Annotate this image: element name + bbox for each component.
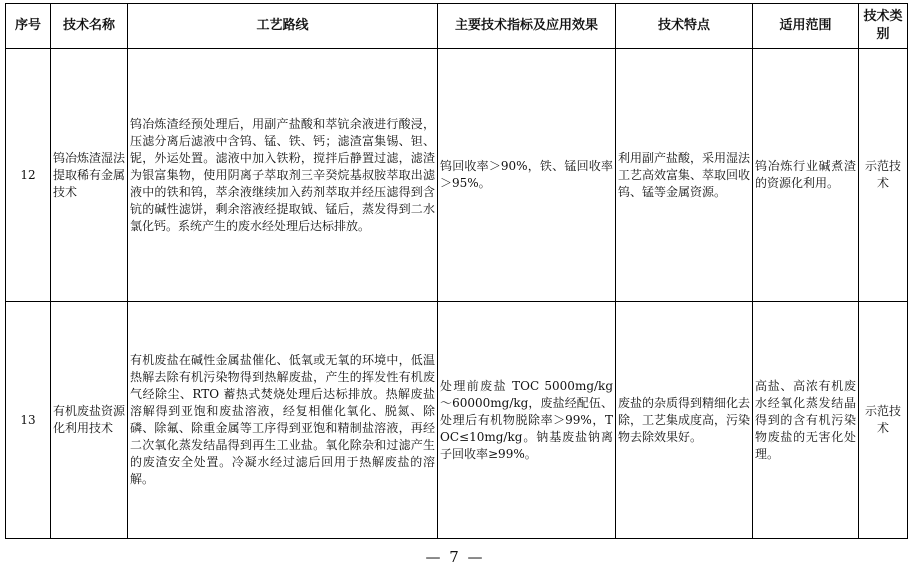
cell-name: 钨冶炼渣湿法提取稀有金属技术 [51,49,128,302]
header-indicators: 主要技术指标及应用效果 [438,4,616,49]
cell-scope: 钨冶炼行业碱煮渣的资源化利用。 [753,49,859,302]
cell-indicators: 处理前废盐 TOC 5000mg/kg～60000mg/kg，废盐经配伍、处理后有机物脱除率＞99%，TOC≤10mg/kg。钠基废盐钠离子回收率≥99%。 [438,302,616,539]
header-no: 序号 [6,4,51,49]
cell-name: 有机废盐资源化利用技术 [51,302,128,539]
table-row [6,302,908,539]
cell-process: 钨冶炼渣经预处理后，用副产盐酸和萃钪余液进行酸浸，压滤分离后滤液中含钨、锰、铁、钙；滤渣富集锡、钽、铌，外运处置。滤液中加入铁粉，搅拌后静置过滤，滤渣为银富集物，使用阴离子萃取剂三辛癸烷基叔胺萃取出滤液中的铁和钨，萃余液继续加入药剂萃取并经压滤得到含钪的碱性滤饼，剩余溶液经提取钺、锰后，蒸发得到二水氯化钙。系统产生的废水经处理后达标排放。 [128,49,438,302]
cell-no: 13 [6,302,51,539]
cell-category: 示范技术 [859,302,908,539]
cell-features: 利用副产盐酸，采用湿法工艺高效富集、萃取回收钨、锰等金属资源。 [616,49,753,302]
table-row [6,49,908,302]
header-scope: 适用范围 [753,4,859,49]
header-category: 技术类别 [859,4,908,49]
cell-features: 废盐的杂质得到精细化去除，工艺集成度高，污染物去除效果好。 [616,302,753,539]
cell-no: 12 [6,49,51,302]
page-number: — 7 — [425,548,485,566]
header-name: 技术名称 [51,4,128,49]
cell-category: 示范技术 [859,49,908,302]
cell-scope: 高盐、高浓有机废水经氧化蒸发结晶得到的含有机污染物废盐的无害化处理。 [753,302,859,539]
header-features: 技术特点 [616,4,753,49]
cell-process: 有机废盐在碱性金属盐催化、低氧或无氧的环境中，低温热解去除有机污染物得到热解废盐，产生的挥发性有机废气经除尘、RTO 蓄热式焚烧处理后达标排放。热解废盐溶解得到亚饱和废盐溶液，经复相催化氧化、脱氮、除磷、除氟、除重金属等工序得到亚饱和精制盐溶液，再经二次氧化蒸发结晶得到再生工业盐。氧化除杂和过滤产生的废渣安全处置。冷凝水经过滤后回用于热解废盐的溶解。 [128,302,438,539]
technology-table [5,3,908,539]
table-header-row [6,4,908,49]
cell-indicators: 钨回收率＞90%，铁、锰回收率＞95%。 [438,49,616,302]
header-process: 工艺路线 [128,4,438,49]
